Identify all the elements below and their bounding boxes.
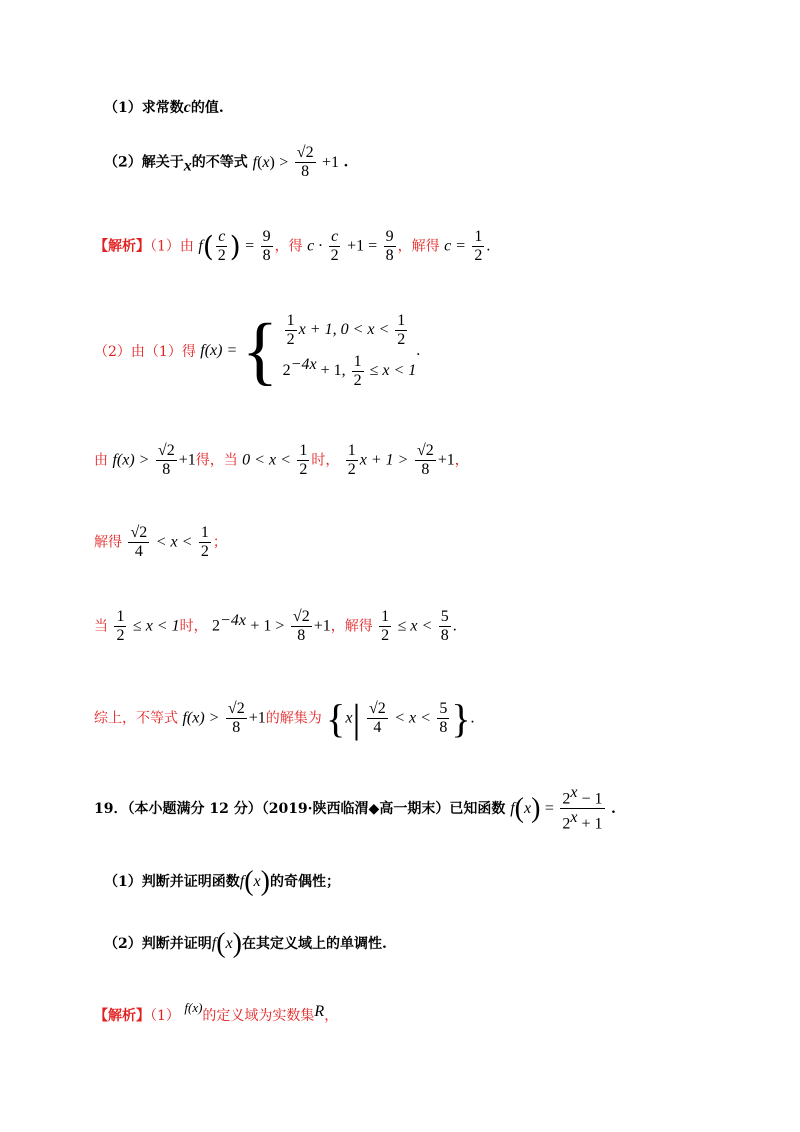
fraction: $\frac{√2}{8}$ [296,144,314,180]
solution-summary: 综上，不等式 f(x) > $\frac{√2}{8}$ +1的解集为 {x| $\frac{√2}{4}$ < x < $\frac{5}{8}$ }. [94,696,475,741]
var-c: c [183,99,191,116]
solution-tag: 【解析】 [94,238,150,255]
piecewise-brace: { [241,309,279,393]
question-19-part-1: （1）判断并证明函数f(x)的奇偶性； [104,866,340,897]
solution-part-1: 【解析】（1）由 f( $\frac{c}{2}$ ) = $\frac{9}{8}$ ，得 c · $\frac{c}{2}$ +1 = $\frac{9}{8}$ ，解得 c = $\frac{1}{2}$ . [94,228,491,264]
solution-19: 【解析】（1） f(x)的定义域为实数集R， [94,1000,339,1024]
solution-part-2-piecewise: （2）由（1）得 f(x) = { $\frac{1}{2}$ x + 1, 0 < x < $\frac{1}{2}$ $2^{-4x} + 1$, $\frac{1}{2}$ ≤ x < 1 . [94,309,421,393]
solution-line-case-2: 当 $\frac{1}{2}$ ≤ x < 1时， $2^{-4x} + 1$ > $\frac{√2}{8}$ +1，解得 $\frac{1}{2}$ ≤ x < $\frac{5}{8}$ . [94,608,457,644]
question-19-part-2: （2）判断并证明f(x)在其定义域上的单调性. [104,928,387,959]
set-brace-right: } [451,696,471,741]
question-part-1: （1）求常数c的值. [104,99,224,116]
solution-tag: 【解析】 [94,1008,150,1024]
question-part-2: （2）解关于x的不等式 f(x) > $\frac{√2}{8}$ +1 . [104,144,349,180]
solution-line-result-1: 解得 $\frac{√2}{4}$ < x < $\frac{1}{2}$ ； [94,524,227,560]
question-19: 19．（本小题满分 12 分）（2019·陕西临渭◆高一期末）已知函数 f(x) = $\frac{2^x - 1}{2^x + 1}$ . [94,784,616,833]
piecewise-row-2: $2^{-4x} + 1$, $\frac{1}{2}$ ≤ x < 1 [282,353,417,389]
piecewise-row-1: $\frac{1}{2}$ x + 1, 0 < x < $\frac{1}{2}$ [286,312,406,348]
set-brace-left: { [326,696,346,741]
function-fraction: $\frac{2^x - 1}{2^x + 1}$ [562,784,603,833]
solution-line-case-1: 由 f(x) > $\frac{√2}{8}$ +1得，当 0 < x < $\frac{1}{2}$ 时， $\frac{1}{2}$ x + 1 > $\frac{√2}{8}$ +1， [94,442,469,478]
